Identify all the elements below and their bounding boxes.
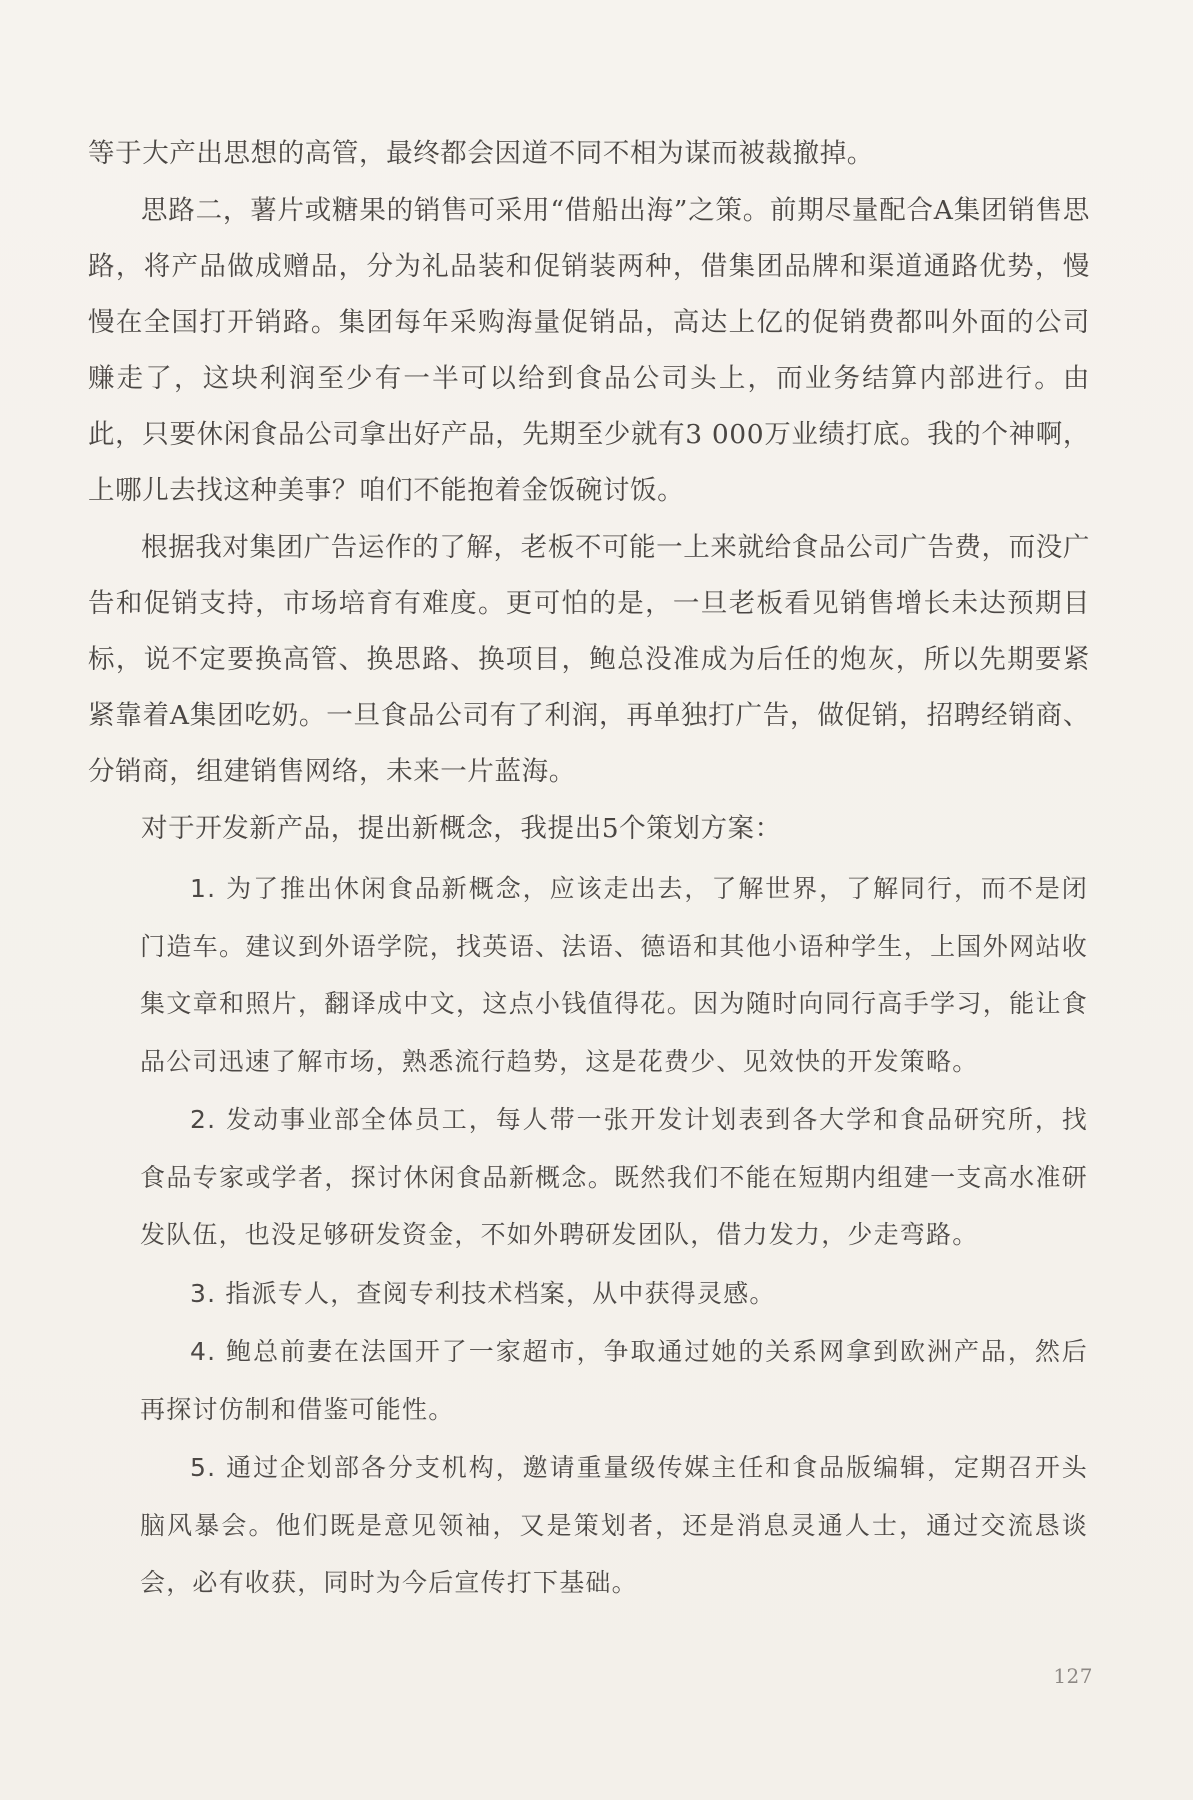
plan-item: 1. 为了推出休闲食品新概念，应该走出去，了解世界，了解同行，而不是闭门造车。建议到外语学院，找英语、法语、德语和其他小语种学生，上国外网站收集文章和照片，翻译成中文，这点小钱值得花。因为随时向同行高手学习，能让食品公司迅速了解市场，熟悉流行趋势，这是花费少、见效快的开发策略。 (140, 874, 1088, 1076)
body-text (88, 126, 1090, 858)
plan-item: 3. 指派专人，查阅专利技术档案，从中获得灵感。 (190, 1278, 776, 1308)
paragraph-continuation: 等于大产出思想的高管，最终都会因道不同不相为谋而被裁撤掉。 (88, 138, 874, 169)
paragraph-advertising: 根据我对集团广告运作的了解，老板不可能一上来就给食品公司广告费，而没广告和促销支持，市场培育有难度。更可怕的是，一旦老板看见销售增长未达预期目标，说不定要换高管、换思路、换项目，鲍总没准成为后任的炮灰，所以先期要紧紧靠着A集团吃奶。一旦食品公司有了利润，再单独打广告，做促销，招聘经销商、分销商，组建销售网络，未来一片蓝海。 (88, 532, 1090, 787)
plan-item: 2. 发动事业部全体员工，每人带一张开发计划表到各大学和食品研究所，找食品专家或学者，探讨休闲食品新概念。既然我们不能在短期内组建一支高水准研发队伍，也没足够研发资金，不如外聘研发团队，借力发力，少走弯路。 (140, 1105, 1088, 1249)
page-number: 127 (1053, 1664, 1093, 1688)
plan-item: 5. 通过企划部各分支机构，邀请重量级传媒主任和食品版编辑，定期召开头脑风暴会。他们既是意见领袖，又是策划者，还是消息灵通人士，通过交流恳谈会，必有收获，同时为今后宣传打下基础。 (140, 1453, 1088, 1597)
paragraph-idea-two: 思路二，薯片或糖果的销售可采用“借船出海”之策。前期尽量配合A集团销售思路，将产品做成赠品，分为礼品装和促销装两种，借集团品牌和渠道通路优势，慢慢在全国打开销路。集团每年采购海量促销品，高达上亿的促销费都叫外面的公司赚走了，这块利润至少有一半可以给到食品公司头上，而业务结算内部进行。由此，只要休闲食品公司拿出好产品，先期至少就有3 000万业绩打底。我的个神啊，上哪儿去找这种美事？咱们不能抱着金饭碗讨饭。 (88, 195, 1090, 506)
plan-item: 4. 鲍总前妻在法国开了一家超市，争取通过她的关系网拿到欧洲产品，然后再探讨仿制和借鉴可能性。 (140, 1337, 1088, 1424)
paragraph-plans-intro: 对于开发新产品，提出新概念，我提出5个策划方案： (141, 813, 782, 844)
plan-list (140, 860, 1088, 1613)
